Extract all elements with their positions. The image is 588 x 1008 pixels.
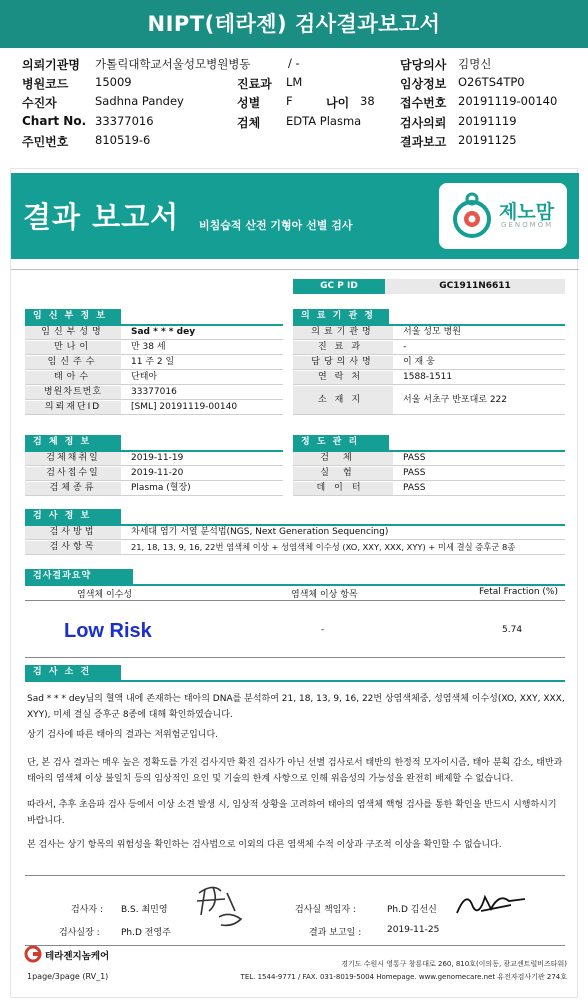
row-value: 21, 18, 13, 9, 16, 22번 염색체 이상 + 성염색체 이수성 (XO, XXY, XXX, XYY) + 미세 결실 증후군 8종 [131, 542, 516, 552]
table-row [25, 467, 283, 481]
doctor-value: 김명신 [458, 57, 492, 71]
report-date-value: 20191125 [458, 133, 517, 147]
report-date-sig-value: 2019-11-25 [387, 925, 440, 935]
hospital-code-label: 병원코드 [22, 77, 69, 91]
summary-col-abnormality: 염색체 이상 항목 [291, 590, 358, 600]
opinion-paragraph-1: Sad * * * dey님의 혈액 내에 존재하는 태아의 DNA를 분석하여 21, 18, 13, 9, 16, 22번 상염색체중, 성염색체 이수성(XO, XXY, XXX, XYY), 미세 결실 증후군 8종에 대해 확인하였습니다. [27, 694, 565, 720]
table-row [293, 356, 565, 370]
ward-value: / - [288, 56, 300, 70]
institution-label: 의뢰기관명 [22, 58, 80, 72]
specimen-label: 검체 [237, 116, 261, 130]
row-value: 33377016 [131, 387, 177, 397]
examinee-label: 수진자 [22, 96, 57, 110]
row-key: 검체종류 [25, 482, 121, 495]
row-key: 검사방법 [25, 526, 121, 539]
banner-subtitle: 비침습적 산전 기형아 선별 검사 [199, 219, 353, 232]
receipt-no-label: 접수번호 [400, 96, 447, 110]
specimen-value: EDTA Plasma [286, 114, 362, 128]
table-row [293, 326, 565, 340]
opinion-line [25, 680, 565, 682]
row-key: 임신부성명 [25, 326, 121, 339]
table-row [25, 386, 283, 400]
row-value: 11 주 2 일 [131, 357, 175, 367]
rrn-value: 810519-6 [95, 133, 151, 147]
table-row [25, 526, 565, 540]
age-label: 나이 [326, 96, 350, 110]
chart-no-label: Chart No. [22, 114, 87, 128]
table-row [25, 541, 565, 555]
opinion-paragraph-3: 단, 본 검사 결과는 매우 높은 정확도를 가진 검사지만 확진 검사가 아닌 선별 검사로서 태반의 한정적 모자이시즘, 태아 분획 감소, 태반과 태아의 염색체 이상 불일치 등의 임상적인 요인 및 기술의 한계 사항으로 인해 위음성의 가능성을 완전히 배제할 수 없습니다. [27, 758, 563, 784]
table-row [25, 326, 283, 340]
examinee-value: Sadhna Pandey [95, 94, 184, 108]
responsible-label: 검사실 책임자 : [295, 905, 356, 915]
company-contact: TEL. 1544-9771 / FAX. 031-8019-5004 Homepage. www.genomecare.net 유전자검사기관 274호 [240, 973, 567, 981]
divider [11, 269, 579, 270]
report-title: NIPT(테라젠) 검사결과보고서 [147, 12, 441, 36]
table-row [293, 341, 565, 355]
row-value: 2019-11-19 [131, 453, 184, 463]
genomom-logo [439, 183, 567, 249]
row-value: 2019-11-20 [131, 468, 184, 478]
row-key: 임신주수 [25, 356, 121, 369]
row-value: 서울 성모 병원 [403, 327, 461, 337]
row-value: PASS [403, 468, 426, 478]
abnormality-value: - [321, 625, 325, 635]
hospital-code-value: 15009 [95, 75, 132, 89]
row-key: 소재지 [293, 386, 393, 414]
rrn-label: 주민번호 [22, 135, 69, 149]
gcpid-value: GC1911N6611 [385, 279, 565, 294]
table-row [293, 452, 565, 466]
row-key: 진료과 [293, 341, 393, 354]
test-info-tag: 검 사 정 보 [25, 509, 121, 524]
logo-subtext: GENOMOM [501, 221, 554, 229]
summary-col-fetal-fraction: Fetal Fraction (%) [479, 587, 558, 597]
row-value: 이 재 웅 [403, 357, 435, 367]
lab-head-label: 검사실장 : [59, 928, 100, 938]
row-key: 검사접수일 [25, 467, 121, 480]
row-value: Plasma (혈장) [131, 483, 191, 493]
institution-info-tag: 의 료 기 관 정 [293, 309, 389, 324]
institution-value: 가톨릭대학교서울성모병원병동 [95, 57, 251, 71]
opinion-paragraph-5: 본 검사는 상기 항목의 위험성을 확인하는 검사법으로 이외의 다른 염색체 수적 이상과 구조적 이상을 확인할 수 없습니다. [27, 840, 502, 850]
responsible-name: Ph.D 김선신 [387, 905, 437, 915]
institution-info-table [293, 326, 565, 422]
page-indicator: 1page/3page (RV_1) [27, 972, 109, 981]
row-key: 만나이 [25, 341, 121, 354]
test-info-table [25, 526, 565, 558]
report-banner [11, 173, 579, 259]
row-key: 담당의사명 [293, 356, 393, 369]
row-key: 실험 [293, 467, 393, 480]
fetal-fraction-value: 5.74 [502, 625, 523, 635]
lab-head-name: Ph.D 전영주 [121, 928, 171, 938]
sex-value: F [286, 94, 293, 108]
opinion-tag: 검 사 소 견 [25, 665, 121, 680]
banner-title: 결과 보고서 [23, 200, 180, 234]
table-row [25, 452, 283, 466]
row-key: 데이터 [293, 482, 393, 495]
row-value: PASS [403, 483, 426, 493]
logo-text: 제노맘 [499, 201, 555, 223]
sex-label: 성별 [237, 96, 261, 110]
row-key: 의료기관명 [293, 326, 393, 339]
clinical-value: O26TS4TP0 [458, 75, 525, 89]
summary-col-aneuploidy: 염색체 이수성 [77, 590, 133, 600]
summary-divider [25, 600, 565, 601]
opinion-paragraph-2: 상기 검사에 따른 태아의 결과는 저위험군입니다. [27, 730, 219, 740]
chart-no-value: 33377016 [95, 114, 154, 128]
row-key: 병원차트번호 [25, 386, 121, 399]
tester-label: 검사자 : [71, 905, 103, 915]
row-key: 검체채취일 [25, 452, 121, 465]
doctor-label: 담당의사 [400, 58, 447, 72]
row-value: Sad * * * dey [131, 327, 196, 337]
pregnant-info-tag: 임 신 부 정 보 [25, 309, 121, 324]
opinion-paragraph-4: 따라서, 추후 초음파 검사 등에서 이상 소견 발생 시, 임상적 상황을 고려하여 태아의 염색체 핵형 검사를 통한 확인을 반드시 시행하시기 바랍니다. [27, 800, 557, 826]
request-date-value: 20191119 [458, 114, 517, 128]
company-name: 테라젠지놈케어 [45, 951, 110, 962]
report-title-bar [0, 0, 588, 48]
header-info [0, 52, 588, 152]
risk-result: Low Risk [64, 620, 152, 642]
summary-tag: 검사결과요약 [25, 569, 133, 584]
genomom-logo-icon [447, 191, 497, 241]
clinical-label: 임상정보 [400, 77, 447, 91]
row-value: PASS [403, 453, 426, 463]
table-row [293, 467, 565, 481]
row-value: 단태아 [131, 372, 158, 382]
table-row [25, 341, 283, 355]
row-value: 서울 서초구 반포대로 222 [403, 395, 508, 405]
dept-label: 진료과 [237, 77, 272, 91]
specimen-info-tag: 검 체 정 보 [25, 435, 121, 450]
request-date-label: 검사의뢰 [400, 116, 447, 130]
specimen-info-table [25, 452, 283, 500]
table-row [293, 371, 565, 385]
table-row [25, 371, 283, 385]
table-row [25, 356, 283, 370]
report-date-sig-label: 결과 보고일 : [309, 928, 362, 938]
row-key: 검체 [293, 452, 393, 465]
report-document [10, 168, 578, 998]
pregnant-info-table [25, 326, 283, 422]
terragen-logo-icon [23, 945, 43, 963]
qc-info-table [293, 452, 565, 500]
report-date-label: 결과보고 [400, 135, 447, 149]
responsible-signature-image [451, 883, 531, 923]
row-value: [SML] 20191119-00140 [131, 402, 238, 412]
signature-divider [25, 875, 565, 876]
receipt-no-value: 20191119-00140 [458, 94, 558, 108]
row-key: 연락처 [293, 371, 393, 384]
row-value: 만 38 세 [131, 342, 166, 352]
footer-divider [25, 945, 565, 946]
row-key: 의뢰재단ID [25, 401, 121, 414]
dept-value: LM [286, 75, 303, 89]
row-key: 태아수 [25, 371, 121, 384]
row-key: 검사항목 [25, 541, 121, 554]
summary-bottom-divider [25, 657, 565, 658]
tester-signature-image [191, 881, 251, 931]
age-value: 38 [360, 94, 375, 108]
row-value: 차세대 염기 서열 분석법(NGS, Next Generation Sequencing) [131, 527, 389, 537]
row-value: - [403, 342, 407, 352]
summary-line [25, 584, 565, 586]
company-address: 경기도 수원시 영통구 창룡대로 260, 810호(이의동, 광교센트럴비즈타워) [341, 960, 567, 968]
table-row [25, 401, 283, 415]
table-row [293, 386, 565, 415]
qc-info-tag: 정 도 관 리 [293, 435, 389, 450]
row-value: 1588-1511 [403, 372, 453, 382]
table-row [293, 482, 565, 496]
tester-name: B.S. 최민영 [121, 905, 168, 915]
gcpid-label: GC P ID [293, 279, 385, 294]
table-row [25, 482, 283, 496]
